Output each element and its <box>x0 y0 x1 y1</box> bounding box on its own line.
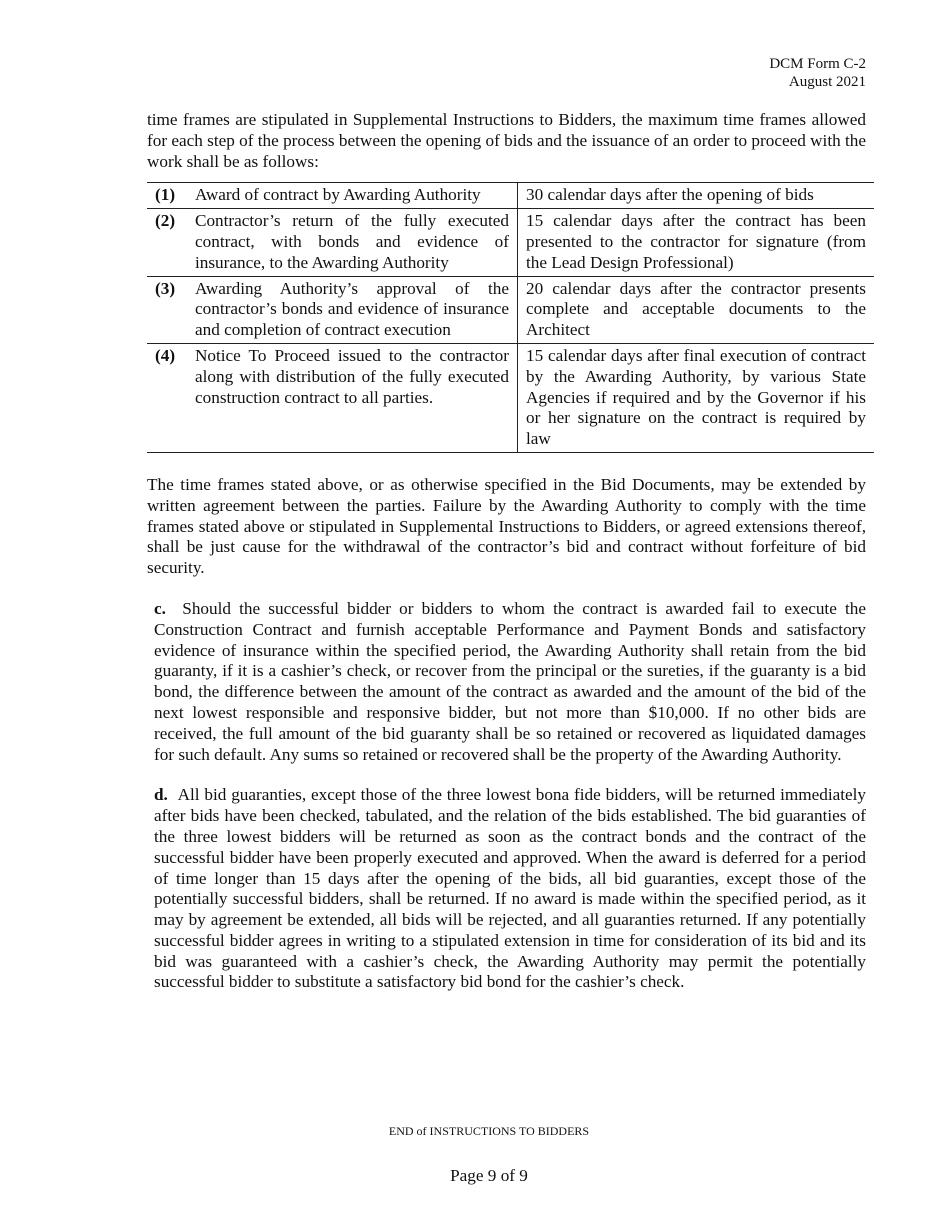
form-id: DCM Form C-2 <box>769 56 866 72</box>
step-time-frame: 20 calendar days after the contractor presents complete and acceptable documents to the Architect <box>526 278 866 340</box>
step-description: Contractor’s return of the fully executed contract, with bonds and evidence of insurance, to the Awarding Authority <box>187 209 518 276</box>
table-row <box>147 209 874 276</box>
page-number: Page 9 of 9 <box>450 1166 528 1185</box>
item-c-text: Should the successful bidder or bidders to whom the contract is awarded fail to execute the Construction Contract and furnish acceptable Performance and Payment Bonds and satisfactory evidence of insurance within the specified period, the Awarding Authority shall retain from the bid guaranty, if it is a cashier’s check, or recover from the principal or the sureties, if the guaranty is a bid bond, the difference between the amount of the contract as awarded and the amount of the bid of the next lowest responsible and responsive bidder, but not more than $10,000. If no other bids are received, the full amount of the bid guaranty shall be so retained or recovered as liquidated damages for such default. Any sums so retained or recovered shall be the property of the Awarding Authority. <box>154 598 866 764</box>
table-row <box>147 276 874 343</box>
form-date: August 2021 <box>788 74 866 90</box>
document-body <box>147 110 866 993</box>
step-time-frame: 30 calendar days after the opening of bids <box>526 185 814 205</box>
item-c-label: c. <box>154 598 166 618</box>
step-description: Notice To Proceed issued to the contractor along with distribution of the fully executed construction contract to all parties. <box>187 343 518 452</box>
extension-paragraph: The time frames stated above, or as otherwise specified in the Bid Documents, may be extended by written agreement between the parties. Failure by the Awarding Authority to comply with the time frames stated above or stipulated in Supplemental Instructions to Bidders, or agreed extensions thereof, shall be just cause for the withdrawal of the contractor’s bid and contract without forfeiture of bid security. <box>147 474 866 578</box>
page-header <box>769 55 866 91</box>
end-note: END of INSTRUCTIONS TO BIDDERS <box>388 1124 590 1138</box>
intro-paragraph: time frames are stipulated in Supplemental Instructions to Bidders, the maximum time frames allowed for each step of the process between the opening of bids and the issuance of an order to proceed with the work shall be as follows: <box>147 110 866 171</box>
table-row <box>147 343 874 452</box>
item-c-paragraph <box>147 599 866 765</box>
item-d-text: All bid guaranties, except those of the three lowest bona fide bidders, will be returned immediately after bids have been checked, tabulated, and the relation of the bids established. The bid guaranties of the three lowest bidders will be returned as soon as the contract bonds and the contract of the successful bidder have been properly executed and approved. When the award is deferred for a period of time longer than 15 days after the opening of the bids, all bid guaranties, except those of the potentially successful bidders, shall be returned. If no award is made within the specified period, as it may by agreement be extended, all bids will be rejected, and all guaranties returned. If any potentially successful bidder agrees in writing to a stipulated extension in time for consideration of its bid and its bid was guaranteed with a cashier’s check, the Awarding Authority may permit the potentially successful bidder to substitute a satisfactory bid bond for the cashier’s check. <box>154 785 866 992</box>
step-description: Awarding Authority’s approval of the contractor’s bonds and evidence of insurance and completion of contract execution <box>187 276 518 343</box>
step-number: (1) <box>155 185 176 205</box>
item-d-label: d. <box>154 785 168 805</box>
step-time-frame: 15 calendar days after final execution of contract by the Awarding Authority, by various State Agencies if required and by the Governor if his or her signature on the contract is required by law <box>526 345 866 449</box>
step-description: Award of contract by Awarding Authority <box>187 183 518 209</box>
step-number: (2) <box>155 211 176 231</box>
step-number: (3) <box>155 278 176 298</box>
step-time-frame: 15 calendar days after the contract has been presented to the contractor for signature (from the Lead Design Professional) <box>526 211 866 272</box>
table-row <box>147 183 874 209</box>
item-d-paragraph <box>147 785 866 993</box>
step-number: (4) <box>155 345 176 365</box>
time-frames-table <box>147 182 874 453</box>
